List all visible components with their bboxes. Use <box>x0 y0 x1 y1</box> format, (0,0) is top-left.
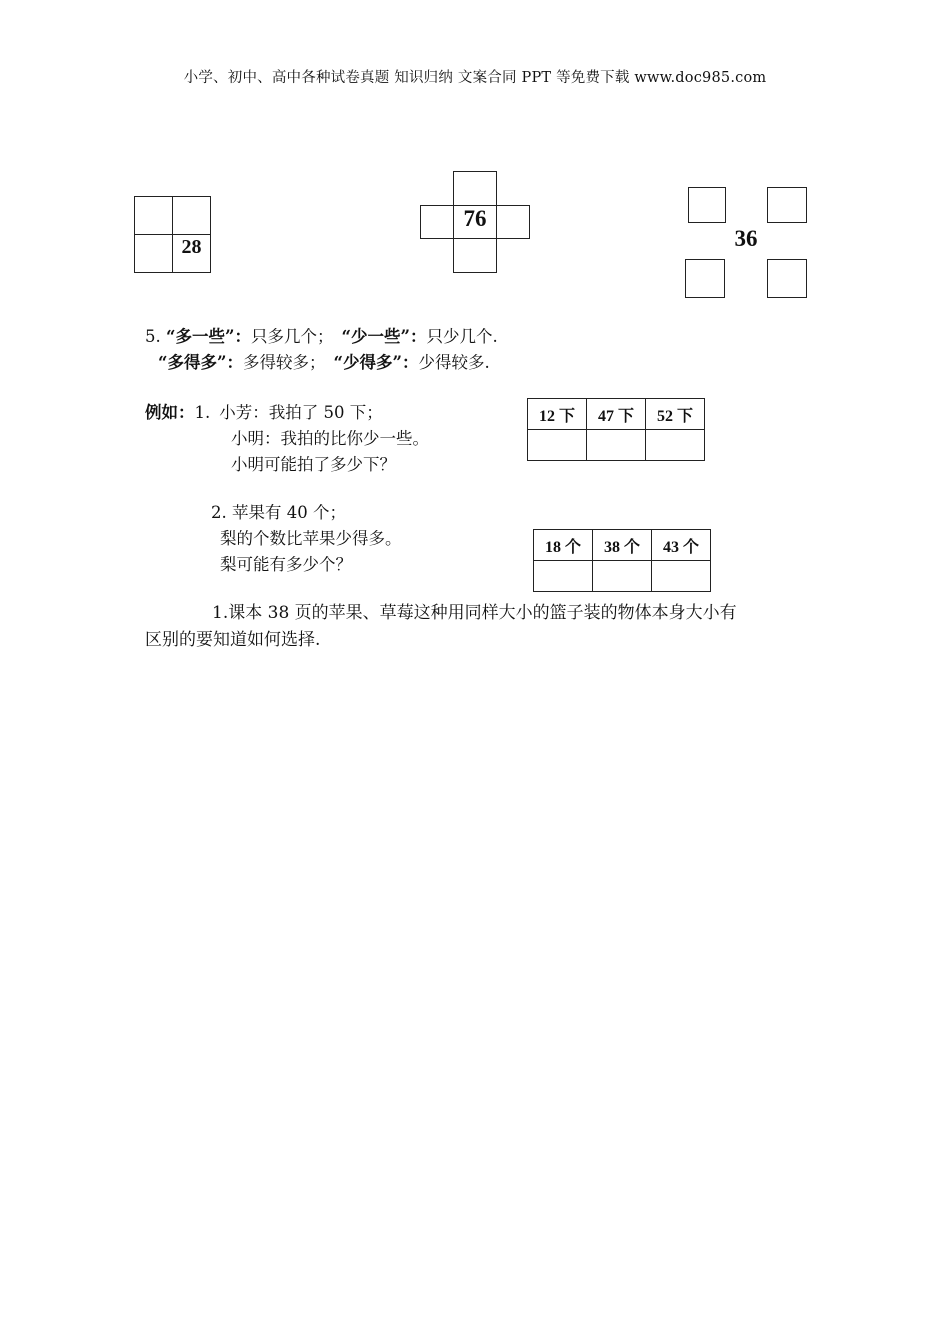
question-number: 1. <box>194 403 211 422</box>
option-cell: 12 下 <box>528 399 587 430</box>
grid-cell <box>453 171 497 206</box>
grid-cell <box>496 205 530 239</box>
term-definition: 只少几个. <box>426 327 498 346</box>
grid-number: 76 <box>463 206 487 231</box>
option-cell: 43 个 <box>652 530 711 561</box>
q2-options-table <box>533 529 711 592</box>
grid-number: 36 <box>734 226 758 251</box>
grid-cell <box>172 196 211 235</box>
note-line2: 区别的要知道如何选择. <box>145 630 321 650</box>
grid-cell <box>688 187 726 223</box>
option-cell: 47 下 <box>587 399 646 430</box>
answer-cell[interactable] <box>534 561 593 592</box>
section5-line2 <box>158 349 490 373</box>
grid-cell <box>453 238 497 273</box>
term-definition: 只多几个； <box>250 327 334 346</box>
section-number: 5. <box>145 327 166 346</box>
option-cell: 38 个 <box>593 530 652 561</box>
term-much-more: “多得多”： <box>158 353 243 372</box>
note-line1: 1.课本 38 页的苹果、草莓这种用同样大小的篮子装的物体本身大小有 <box>212 603 737 623</box>
answer-cell[interactable] <box>646 430 705 461</box>
term-less-some: “少一些”： <box>341 327 427 346</box>
example-q2-line1: 2. 苹果有 40 个； <box>211 503 346 522</box>
answer-cell[interactable] <box>652 561 711 592</box>
options-row <box>528 399 705 430</box>
grid-cell <box>134 234 173 273</box>
term-more-some: “多一些”： <box>166 327 251 346</box>
example-label: 例如： <box>145 403 195 422</box>
answer-row <box>528 430 705 461</box>
answer-row <box>534 561 711 592</box>
grid-cell <box>420 205 454 239</box>
example-q2-line2: 梨的个数比苹果少得多。 <box>220 529 402 548</box>
term-definition: 多得较多； <box>242 353 326 372</box>
example-q1-line2: 小明：我拍的比你少一些。 <box>231 429 429 448</box>
example-q1-line3: 小明可能拍了多少下？ <box>231 455 396 474</box>
example-q1-line1 <box>145 399 383 423</box>
page-header: 小学、初中、高中各种试卷真题 知识归纳 文案合同 PPT 等免费下载 www.doc985.com <box>183 70 767 86</box>
question-text: 小芳：我拍了 50 下； <box>219 403 383 422</box>
grid-cell <box>134 196 173 235</box>
answer-cell[interactable] <box>593 561 652 592</box>
answer-cell[interactable] <box>528 430 587 461</box>
grid-cell <box>767 259 807 298</box>
answer-cell[interactable] <box>587 430 646 461</box>
term-definition: 少得较多. <box>418 353 490 372</box>
grid-cell <box>767 187 807 223</box>
term-much-less: “少得多”： <box>333 353 419 372</box>
grid-cell <box>685 259 725 298</box>
option-cell: 52 下 <box>646 399 705 430</box>
q1-options-table <box>527 398 705 461</box>
example-q2-line3: 梨可能有多少个？ <box>220 555 352 574</box>
option-cell: 18 个 <box>534 530 593 561</box>
options-row <box>534 530 711 561</box>
grid-number: 28 <box>181 236 202 258</box>
section5-line1 <box>145 323 498 347</box>
